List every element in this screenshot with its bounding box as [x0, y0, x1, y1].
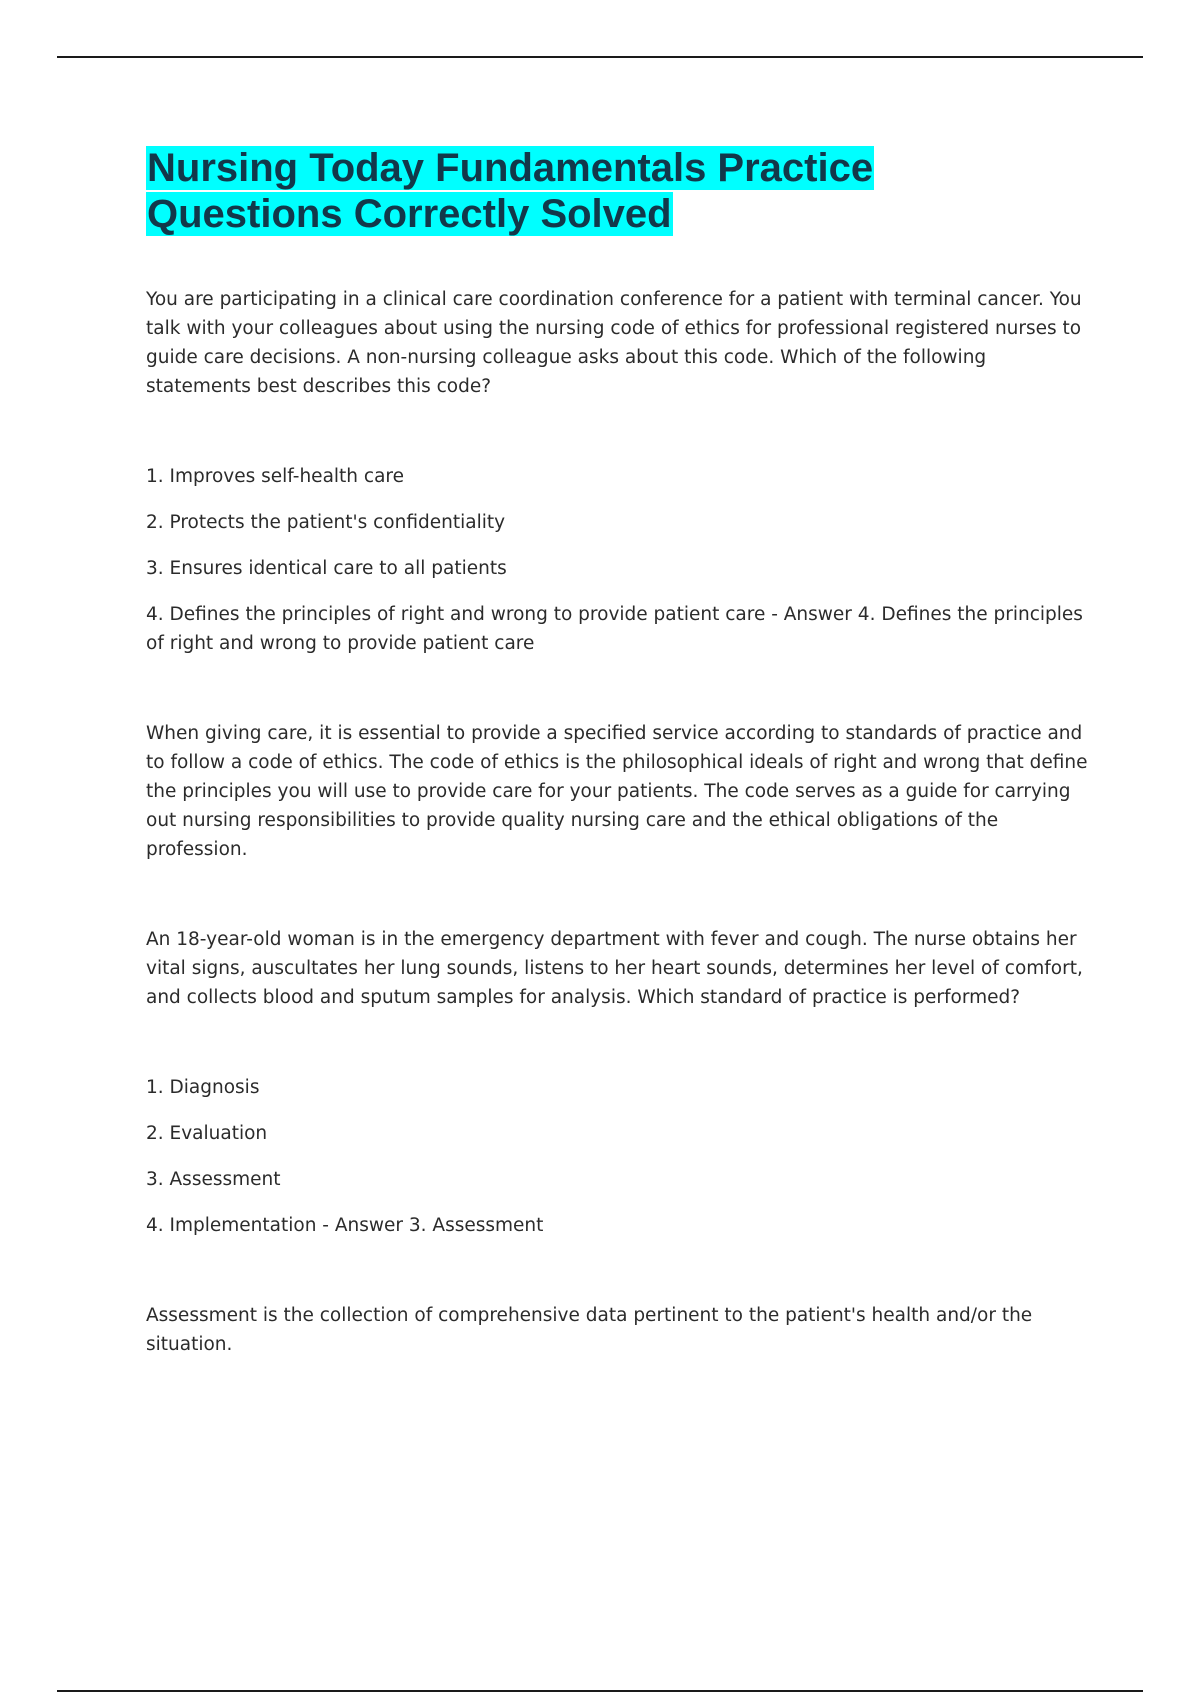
option-item-answer: 4. Defines the principles of right and wrong to provide patient care - Answer 4. Defines the principles of right and wrong to provide patient care [146, 604, 1083, 654]
option-item: 3. Ensures identical care to all patients [146, 558, 507, 579]
rationale: When giving care, it is essential to provide a specified service according to standards of practice and to follow a code of ethics. The code of ethics is the philosophical ideals of right and wrong that define the principles you will use to provide care for your patients. The code serves as a guide for carrying out nursing responsibilities to provide quality nursing care and the ethical obligations of the profession. [146, 723, 1088, 860]
option-item-answer: 4. Implementation - Answer 3. Assessment [146, 1215, 544, 1236]
option-item: 1. Improves self-health care [146, 466, 404, 487]
document-body [146, 145, 1096, 1359]
question-1 [146, 285, 1096, 864]
question-stem: You are participating in a clinical care coordination conference for a patient with terminal cancer. You talk with your colleagues about using the nursing code of ethics for professional registered nurses to guide care decisions. A non-nursing colleague asks about this code. Which of the following statements best describes this code? [146, 289, 1082, 397]
document-title [146, 145, 1096, 237]
option-item: 2. Protects the patient's confidentiality [146, 512, 506, 533]
options-list [146, 1073, 1096, 1240]
question-stem: An 18-year-old woman is in the emergency department with fever and cough. The nurse obtains her vital signs, auscultates her lung sounds, listens to her heart sounds, determines her level of comfort, and collects blood and sputum samples for analysis. Which standard of practice is performed? [146, 929, 1083, 1008]
option-item: 1. Diagnosis [146, 1077, 260, 1098]
top-rule [57, 56, 1143, 58]
rationale: Assessment is the collection of comprehensive data pertinent to the patient's health and/or the situation. [146, 1305, 1033, 1355]
options-list [146, 462, 1096, 658]
question-2 [146, 925, 1096, 1359]
title-line-1: Nursing Today Fundamentals Practice [147, 146, 874, 190]
option-item: 2. Evaluation [146, 1123, 268, 1144]
bottom-rule [57, 1690, 1143, 1692]
title-line-2: Questions Correctly Solved [147, 192, 672, 236]
option-item: 3. Assessment [146, 1169, 281, 1190]
